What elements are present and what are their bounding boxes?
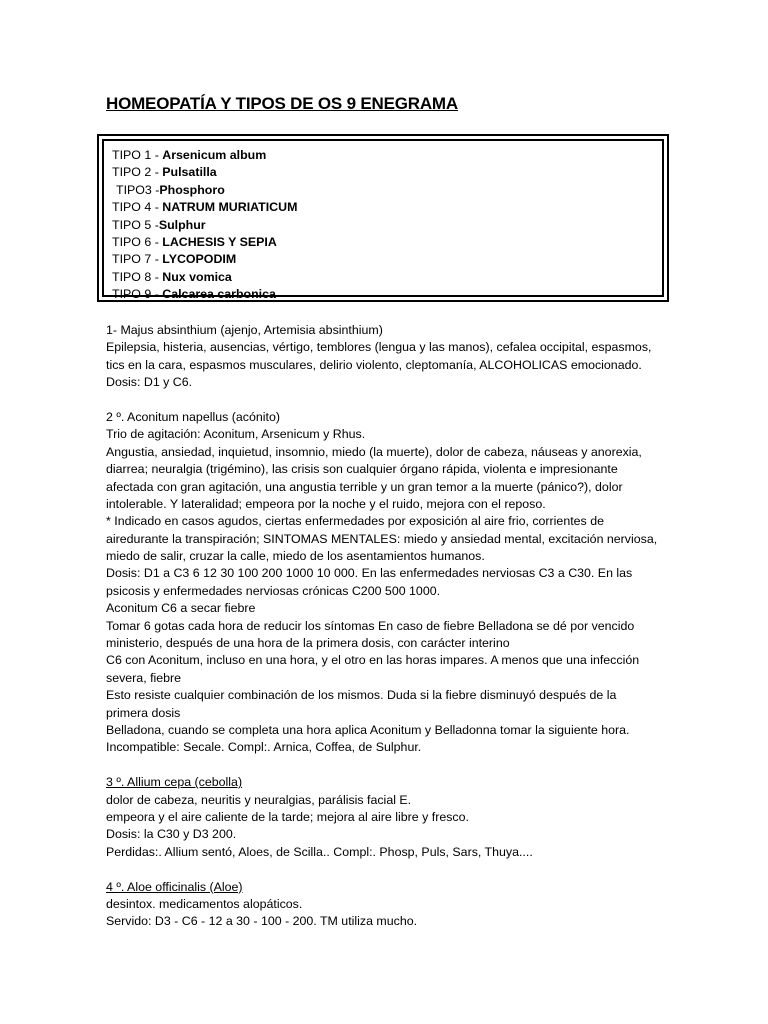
- type-row-prefix: TIPO 6 -: [112, 235, 163, 250]
- paragraph-line: Dosis: D1 a C3 6 12 30 100 200 1000 10 000. En las enfermedades nerviosas C3 a C30. En las: [106, 566, 633, 581]
- paragraph-line: airedurante la transpiración; SINTOMAS MENTALES: miedo y ansiedad mental, excitación nerviosa,: [106, 531, 658, 546]
- paragraph-line: diarrea; neuralgia (trigémino), las crisis son cualquier órgano rápida, violenta e impresionante: [106, 462, 618, 477]
- type-row-9: [112, 286, 662, 303]
- type-row-prefix: TIPO 7 -: [112, 252, 163, 267]
- paragraph-line: ministerio, después de una hora de la primera dosis, con carácter interino: [106, 636, 510, 651]
- type-row-8: [112, 269, 662, 286]
- type-row-2: [112, 164, 662, 181]
- type-row-3: [112, 182, 662, 199]
- type-row-remedy: Sulphur: [158, 217, 206, 232]
- type-row-prefix: TIPO 5 -: [112, 217, 159, 232]
- type-row-remedy: NATRUM MURIATICUM: [162, 200, 298, 215]
- paragraph-line: Dosis: D1 y C6.: [106, 375, 193, 390]
- section-3-heading: [106, 774, 666, 791]
- paragraph-line: Dosis: la C30 y D3 200.: [106, 827, 237, 842]
- type-row-1: [112, 147, 662, 164]
- types-table: [97, 134, 669, 302]
- type-row-remedy: Pulsatilla: [162, 165, 217, 180]
- paragraph-line: severa, fiebre: [106, 670, 182, 685]
- type-row-prefix: TIPO 8 -: [112, 269, 163, 284]
- type-row-4: [112, 199, 662, 216]
- paragraph-line: psicosis y enfermedades nerviosas crónicas C200 500 1000.: [106, 583, 441, 598]
- type-row-remedy: LYCOPODIM: [162, 252, 237, 267]
- paragraph-line: Perdidas:. Allium sentó, Aloes, de Scilla.. Compl:. Phosp, Puls, Sars, Thuya....: [106, 844, 533, 859]
- paragraph-line: Belladona, cuando se completa una hora aplica Aconitum y Belladonna tomar la siguiente hora.: [106, 722, 630, 737]
- type-row-prefix: TIPO 2 -: [112, 165, 163, 180]
- type-row-remedy: Nux vomica: [162, 269, 232, 284]
- section-4-heading: [106, 879, 666, 896]
- paragraph-line: desintox. medicamentos alopáticos.: [106, 896, 303, 911]
- paragraph-line: Trio de agitación: Aconitum, Arsenicum y Rhus.: [106, 427, 366, 442]
- paragraph-line: dolor de cabeza, neuritis y neuralgias, parálisis facial E.: [106, 792, 412, 807]
- paragraph-line: miedo de salir, cruzar la calle, miedo de los asentamientos humanos.: [106, 549, 485, 564]
- paragraph-line: Angustia, ansiedad, inquietud, insomnio, miedo (la muerte), dolor de cabeza, náuseas y anorexia,: [106, 444, 642, 459]
- type-row-prefix: TIPO3 -: [116, 182, 160, 197]
- paragraph-line: Tomar 6 gotas cada hora de reducir los síntomas En caso de fiebre Belladona se dé por vencido: [106, 618, 635, 633]
- paragraph-line: * Indicado en casos agudos, ciertas enfermedades por exposición al aire frio, corrientes de: [106, 514, 604, 529]
- type-row-remedy: Calcarea carbonica: [162, 287, 276, 302]
- paragraph-line: afectada con gran agitación, una angustia terrible y un gran temor a la muerte (pánico?), dolor: [106, 479, 623, 494]
- document-body: [106, 322, 666, 931]
- paragraph-line: C6 con Aconitum, incluso en una hora, y el otro en las horas impares. A menos que una infección: [106, 653, 640, 668]
- type-row-5: [112, 217, 662, 234]
- paragraph-line: Epilepsia, histeria, ausencias, vértigo, temblores (lengua y las manos), cefalea occipital, espasmos,: [106, 340, 652, 355]
- type-row-remedy: Phosphoro: [159, 182, 225, 197]
- document-title: HOMEOPATÍA Y TIPOS DE OS 9 ENEGRAMA: [106, 94, 458, 113]
- section-2-heading: 2 º. Aconitum napellus (acónito): [106, 409, 280, 424]
- type-row-remedy: Arsenicum album: [162, 148, 267, 162]
- paragraph-line: Servido: D3 - C6 - 12 a 30 - 100 - 200. TM utiliza mucho.: [106, 914, 418, 929]
- section-3-heading-text: 3 º. Allium cepa (cebolla): [106, 775, 243, 790]
- type-row-6: [112, 234, 662, 251]
- paragraph-line: tics en la cara, espasmos musculares, delirio violento, cleptomanía, ALCOHOLICAS emocionado.: [106, 357, 642, 372]
- types-table-inner: [102, 139, 664, 302]
- type-row-7: [112, 251, 662, 268]
- section-4-heading-text: 4 º. Aloe officinalis (Aloe): [106, 879, 243, 894]
- type-row-prefix: TIPO 1 -: [112, 148, 163, 162]
- paragraph-gap: [106, 861, 666, 878]
- type-row-prefix: TIPO 9 -: [112, 287, 163, 302]
- paragraph-line: empeora y el aire caliente de la tarde; mejora al aire libre y fresco.: [106, 809, 469, 824]
- paragraph-line: primera dosis: [106, 705, 181, 720]
- paragraph-line: Esto resiste cualquier combinación de los mismos. Duda si la fiebre disminuyó después de la: [106, 688, 617, 703]
- paragraph-line: intolerable. Y lateralidad; empeora por la noche y el ruido, mejora con el reposo.: [106, 496, 546, 511]
- paragraph-gap: [106, 392, 666, 409]
- section-1-heading: 1- Majus absinthium (ajenjo, Artemisia absinthium): [106, 323, 383, 337]
- paragraph-line: Aconitum C6 a secar fiebre: [106, 601, 256, 616]
- paragraph-line: Incompatible: Secale. Compl:. Arnica, Coffea, de Sulphur.: [106, 740, 422, 755]
- paragraph-gap: [106, 757, 666, 774]
- type-row-remedy: LACHESIS Y SEPIA: [162, 235, 277, 250]
- type-row-prefix: TIPO 4 -: [112, 200, 163, 215]
